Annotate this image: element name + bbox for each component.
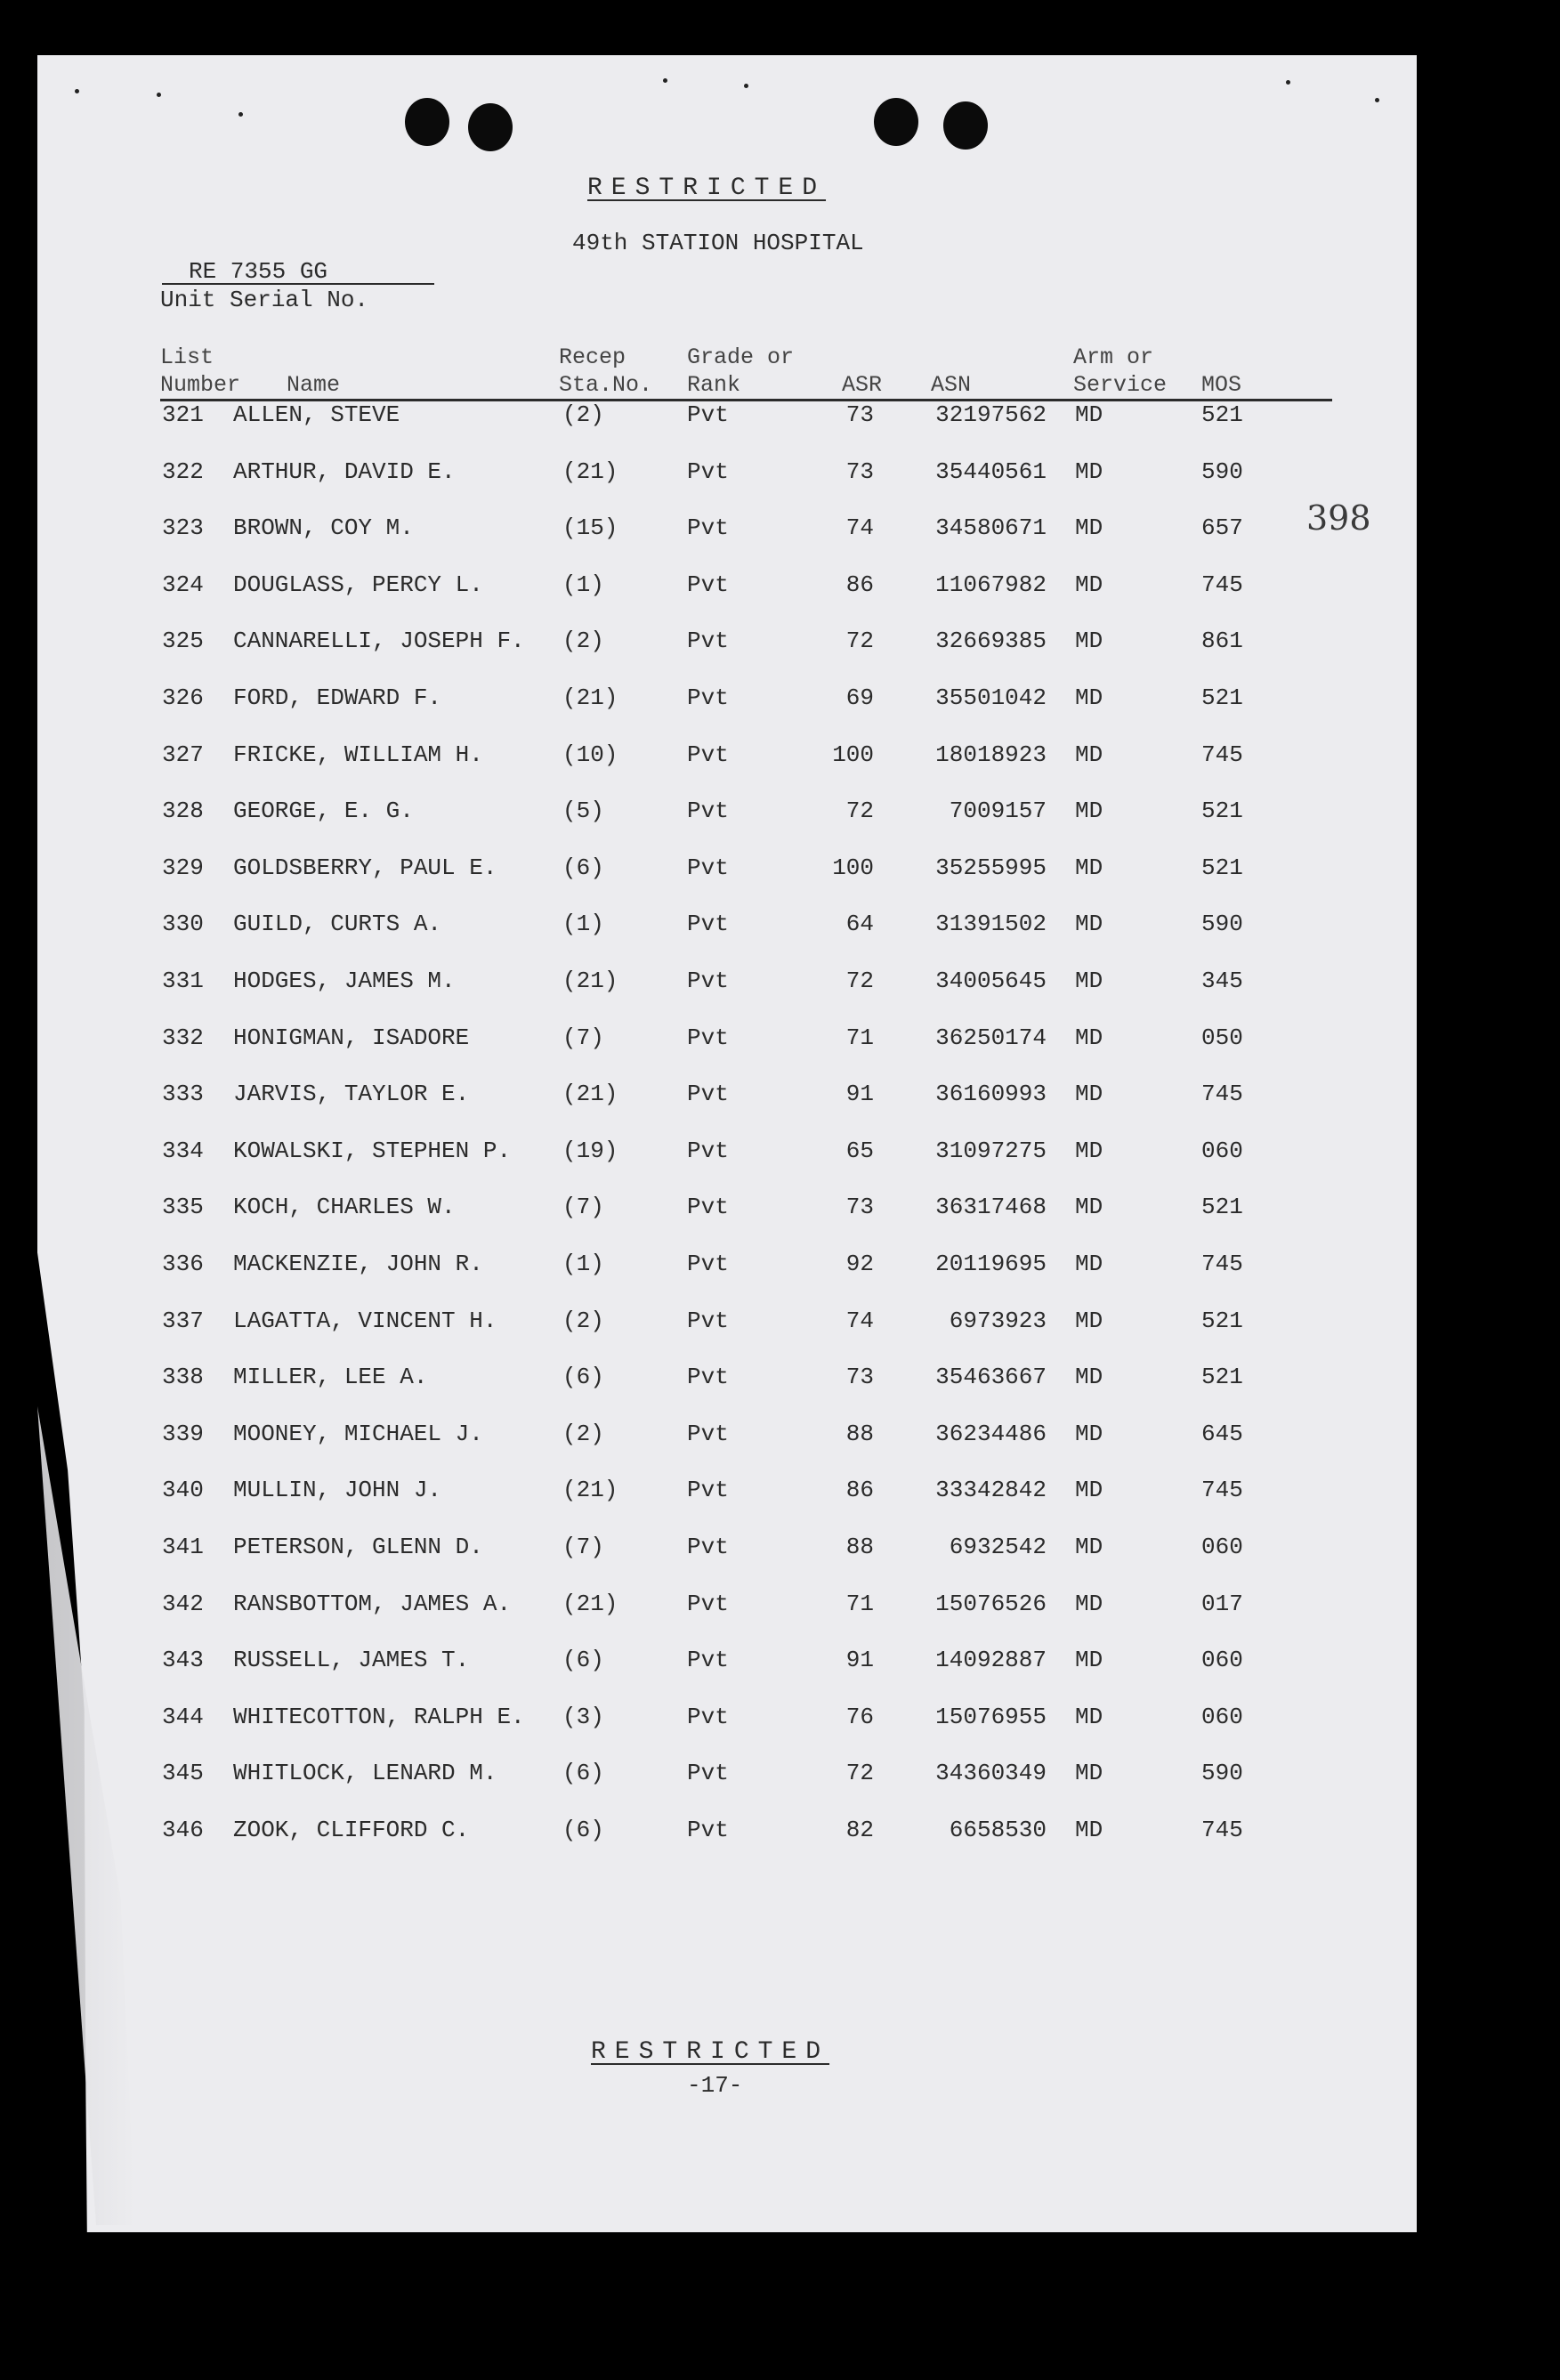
cell-arm: MD (1075, 967, 1103, 994)
cell-asr: 82 (845, 1817, 874, 1843)
cell-recep: (15) (562, 514, 618, 542)
cell-name: GOLDSBERRY, PAUL E. (233, 854, 497, 881)
cell-arm: MD (1075, 627, 1103, 655)
col-head-mos: MOS (1201, 372, 1242, 398)
cell-grade: Pvt (687, 1081, 729, 1108)
col-head-asr: ASR (842, 372, 883, 398)
cell-recep: (7) (562, 1024, 604, 1051)
cell-recep: (21) (562, 684, 618, 711)
cell-asr: 65 (845, 1137, 874, 1164)
cell-mos: 745 (1201, 571, 1243, 598)
cell-arm: MD (1075, 1590, 1103, 1617)
cell-grade: Pvt (687, 911, 729, 938)
speck (744, 84, 748, 88)
cell-asn: 11067982 (935, 571, 1047, 598)
cell-arm: MD (1075, 741, 1103, 768)
cell-name: DOUGLASS, PERCY L. (233, 571, 483, 598)
cell-grade: Pvt (687, 967, 729, 994)
cell-arm: MD (1075, 797, 1103, 825)
cell-asr: 73 (845, 457, 874, 485)
cell-asn: 6932542 (949, 1534, 1047, 1560)
cell-mos: 645 (1201, 1420, 1243, 1447)
cell-mos: 521 (1201, 854, 1243, 881)
cell-num: 332 (162, 1024, 204, 1051)
cell-mos: 345 (1201, 967, 1243, 994)
cell-name: BROWN, COY M. (233, 514, 414, 542)
cell-grade: Pvt (687, 1137, 729, 1164)
cell-asn: 33342842 (935, 1477, 1047, 1504)
cell-recep: (1) (562, 571, 604, 598)
cell-grade: Pvt (687, 514, 729, 542)
stamp-number: 398 (1306, 498, 1371, 538)
cell-grade: Pvt (687, 401, 729, 428)
cell-grade: Pvt (687, 1364, 729, 1391)
cell-asn: 35463667 (935, 1364, 1047, 1391)
cell-recep: (6) (562, 1817, 604, 1843)
cell-recep: (2) (562, 1307, 604, 1334)
cell-name: HONIGMAN, ISADORE (233, 1024, 470, 1051)
cell-recep: (6) (562, 1647, 604, 1674)
speck (157, 93, 161, 97)
speck (1286, 80, 1290, 85)
cell-name: CANNARELLI, JOSEPH F. (233, 627, 525, 655)
cell-name: MOONEY, MICHAEL J. (233, 1420, 483, 1447)
cell-name: MULLIN, JOHN J. (233, 1477, 442, 1504)
cell-recep: (2) (562, 1420, 604, 1447)
cell-num: 333 (162, 1081, 204, 1108)
cell-recep: (6) (562, 854, 604, 881)
cell-asr: 73 (845, 1364, 874, 1391)
col-head-name: Name (287, 372, 341, 398)
cell-recep: (19) (562, 1137, 618, 1164)
cell-recep: (1) (562, 911, 604, 938)
cell-name: ARTHUR, DAVID E. (233, 457, 456, 485)
cell-mos: 050 (1201, 1024, 1243, 1051)
cell-arm: MD (1075, 1364, 1103, 1391)
cell-name: JARVIS, TAYLOR E. (233, 1081, 470, 1108)
cell-num: 330 (162, 911, 204, 938)
cell-grade: Pvt (687, 797, 729, 825)
cell-arm: MD (1075, 1307, 1103, 1334)
speck (75, 89, 79, 93)
unit-serial-label: Unit Serial No. (160, 287, 369, 313)
cell-asr: 71 (845, 1590, 874, 1617)
cell-num: 331 (162, 967, 204, 994)
cell-grade: Pvt (687, 1647, 729, 1674)
cell-asr: 73 (845, 1194, 874, 1221)
cell-arm: MD (1075, 514, 1103, 542)
cell-mos: 017 (1201, 1590, 1243, 1617)
cell-asr: 88 (845, 1534, 874, 1560)
cell-name: MILLER, LEE A. (233, 1364, 428, 1391)
cell-recep: (6) (562, 1760, 604, 1787)
cell-recep: (7) (562, 1194, 604, 1221)
cell-arm: MD (1075, 1024, 1103, 1051)
cell-grade: Pvt (687, 1534, 729, 1560)
cell-grade: Pvt (687, 571, 729, 598)
cell-recep: (3) (562, 1703, 604, 1730)
cell-mos: 745 (1201, 741, 1243, 768)
cell-asn: 15076526 (935, 1590, 1047, 1617)
cell-arm: MD (1075, 1647, 1103, 1674)
cell-recep: (5) (562, 797, 604, 825)
cell-name: RUSSELL, JAMES T. (233, 1647, 470, 1674)
cell-name: PETERSON, GLENN D. (233, 1534, 483, 1560)
cell-mos: 590 (1201, 457, 1243, 485)
cell-mos: 745 (1201, 1251, 1243, 1277)
punch-hole (943, 101, 988, 150)
col-head-arm: Arm or Service (1073, 344, 1168, 398)
cell-name: WHITLOCK, LENARD M. (233, 1760, 497, 1787)
cell-asn: 34005645 (935, 967, 1047, 994)
cell-recep: (21) (562, 1477, 618, 1504)
cell-asn: 35501042 (935, 684, 1047, 711)
cell-arm: MD (1075, 1760, 1103, 1787)
cell-mos: 521 (1201, 401, 1243, 428)
cell-name: FRICKE, WILLIAM H. (233, 741, 483, 768)
cell-arm: MD (1075, 1703, 1103, 1730)
cell-mos: 521 (1201, 684, 1243, 711)
restricted-footer: RESTRICTED (591, 2038, 830, 2066)
cell-mos: 060 (1201, 1137, 1243, 1164)
cell-grade: Pvt (687, 741, 729, 768)
cell-asn: 32669385 (935, 627, 1047, 655)
cell-recep: (7) (562, 1534, 604, 1560)
cell-name: ZOOK, CLIFFORD C. (233, 1817, 470, 1843)
punch-hole (405, 98, 449, 146)
cell-arm: MD (1075, 1137, 1103, 1164)
unit-name: 49th STATION HOSPITAL (572, 230, 864, 256)
cell-asn: 18018923 (935, 741, 1047, 768)
cell-asr: 69 (845, 684, 874, 711)
cell-recep: (21) (562, 967, 618, 994)
speck (238, 112, 243, 117)
page-number: -17- (687, 2072, 743, 2099)
cell-mos: 745 (1201, 1477, 1243, 1504)
cell-mos: 521 (1201, 1194, 1243, 1221)
cell-recep: (21) (562, 1590, 618, 1617)
cell-grade: Pvt (687, 1477, 729, 1504)
cell-asn: 14092887 (935, 1647, 1047, 1674)
cell-name: GUILD, CURTS A. (233, 911, 442, 938)
cell-num: 322 (162, 457, 204, 485)
cell-num: 321 (162, 401, 204, 428)
cell-grade: Pvt (687, 1760, 729, 1787)
cell-num: 327 (162, 741, 204, 768)
cell-grade: Pvt (687, 1251, 729, 1277)
cell-grade: Pvt (687, 1817, 729, 1843)
punch-hole (468, 103, 513, 151)
cell-grade: Pvt (687, 627, 729, 655)
cell-asr: 76 (845, 1703, 874, 1730)
cell-asn: 36317468 (935, 1194, 1047, 1221)
punch-hole (874, 98, 918, 146)
cell-asn: 35440561 (935, 457, 1047, 485)
cell-num: 325 (162, 627, 204, 655)
cell-num: 345 (162, 1760, 204, 1787)
cell-asr: 86 (845, 571, 874, 598)
cell-arm: MD (1075, 401, 1103, 428)
cell-asr: 72 (845, 627, 874, 655)
cell-arm: MD (1075, 1817, 1103, 1843)
cell-num: 328 (162, 797, 204, 825)
cell-arm: MD (1075, 1477, 1103, 1504)
cell-arm: MD (1075, 1251, 1103, 1277)
cell-grade: Pvt (687, 457, 729, 485)
cell-asn: 20119695 (935, 1251, 1047, 1277)
cell-asn: 36160993 (935, 1081, 1047, 1108)
cell-asr: 72 (845, 1760, 874, 1787)
cell-mos: 590 (1201, 1760, 1243, 1787)
cell-asr: 74 (845, 514, 874, 542)
cell-num: 344 (162, 1703, 204, 1730)
cell-grade: Pvt (687, 684, 729, 711)
cell-num: 343 (162, 1647, 204, 1674)
col-head-recep: Recep Sta.No. (559, 344, 653, 398)
cell-asr: 72 (845, 967, 874, 994)
cell-asn: 31097275 (935, 1137, 1047, 1164)
speck (663, 78, 667, 83)
cell-num: 335 (162, 1194, 204, 1221)
cell-recep: (2) (562, 627, 604, 655)
cell-num: 329 (162, 854, 204, 881)
cell-asr: 64 (845, 911, 874, 938)
cell-num: 337 (162, 1307, 204, 1334)
cell-name: RANSBOTTOM, JAMES A. (233, 1590, 512, 1617)
cell-asr: 74 (845, 1307, 874, 1334)
cell-name: ALLEN, STEVE (233, 401, 400, 428)
cell-mos: 521 (1201, 797, 1243, 825)
cell-recep: (21) (562, 457, 618, 485)
speck (1375, 98, 1379, 102)
serial-underline (162, 283, 434, 285)
cell-grade: Pvt (687, 1420, 729, 1447)
cell-asn: 15076955 (935, 1703, 1047, 1730)
cell-asr: 73 (845, 401, 874, 428)
cell-asr: 88 (845, 1420, 874, 1447)
cell-name: MACKENZIE, JOHN R. (233, 1251, 483, 1277)
cell-grade: Pvt (687, 854, 729, 881)
cell-asr: 72 (845, 797, 874, 825)
cell-arm: MD (1075, 571, 1103, 598)
cell-mos: 060 (1201, 1534, 1243, 1560)
cell-asn: 7009157 (949, 797, 1047, 825)
cell-name: LAGATTA, VINCENT H. (233, 1307, 497, 1334)
cell-num: 324 (162, 571, 204, 598)
cell-arm: MD (1075, 1081, 1103, 1108)
cell-asr: 92 (845, 1251, 874, 1277)
cell-num: 339 (162, 1420, 204, 1447)
cell-mos: 590 (1201, 911, 1243, 938)
cell-arm: MD (1075, 1420, 1103, 1447)
cell-mos: 060 (1201, 1703, 1243, 1730)
cell-asn: 34580671 (935, 514, 1047, 542)
cell-name: FORD, EDWARD F. (233, 684, 442, 711)
cell-grade: Pvt (687, 1194, 729, 1221)
cell-num: 341 (162, 1534, 204, 1560)
unit-serial-value: RE 7355 GG (189, 258, 328, 285)
cell-recep: (10) (562, 741, 618, 768)
cell-asn: 36234486 (935, 1420, 1047, 1447)
cell-num: 338 (162, 1364, 204, 1391)
col-head-asn: ASN (931, 372, 972, 398)
cell-num: 342 (162, 1590, 204, 1617)
cell-grade: Pvt (687, 1024, 729, 1051)
cell-asr: 91 (845, 1647, 874, 1674)
cell-asr: 100 (832, 854, 874, 881)
cell-asn: 31391502 (935, 911, 1047, 938)
cell-recep: (1) (562, 1251, 604, 1277)
cell-asr: 86 (845, 1477, 874, 1504)
cell-name: HODGES, JAMES M. (233, 967, 456, 994)
cell-name: KOCH, CHARLES W. (233, 1194, 456, 1221)
cell-asn: 34360349 (935, 1760, 1047, 1787)
cell-recep: (2) (562, 401, 604, 428)
cell-asr: 71 (845, 1024, 874, 1051)
cell-num: 323 (162, 514, 204, 542)
cell-grade: Pvt (687, 1307, 729, 1334)
cell-num: 346 (162, 1817, 204, 1843)
cell-grade: Pvt (687, 1703, 729, 1730)
cell-num: 326 (162, 684, 204, 711)
cell-mos: 745 (1201, 1081, 1243, 1108)
cell-asn: 6973923 (949, 1307, 1047, 1334)
cell-num: 340 (162, 1477, 204, 1504)
cell-asn: 35255995 (935, 854, 1047, 881)
cell-mos: 060 (1201, 1647, 1243, 1674)
cell-mos: 657 (1201, 514, 1243, 542)
cell-asn: 36250174 (935, 1024, 1047, 1051)
cell-asn: 32197562 (935, 401, 1047, 428)
cell-mos: 521 (1201, 1364, 1243, 1391)
cell-arm: MD (1075, 854, 1103, 881)
cell-arm: MD (1075, 457, 1103, 485)
cell-name: WHITECOTTON, RALPH E. (233, 1703, 525, 1730)
cell-asn: 6658530 (949, 1817, 1047, 1843)
restricted-heading: RESTRICTED (587, 174, 827, 202)
cell-asr: 100 (832, 741, 874, 768)
cell-arm: MD (1075, 1194, 1103, 1221)
col-head-grade: Grade or Rank (687, 344, 795, 398)
cell-name: KOWALSKI, STEPHEN P. (233, 1137, 512, 1164)
cell-mos: 521 (1201, 1307, 1243, 1334)
cell-asr: 91 (845, 1081, 874, 1108)
col-head-list-number: List Number (160, 344, 241, 398)
cell-num: 334 (162, 1137, 204, 1164)
cell-num: 336 (162, 1251, 204, 1277)
cell-grade: Pvt (687, 1590, 729, 1617)
cell-arm: MD (1075, 684, 1103, 711)
cell-mos: 861 (1201, 627, 1243, 655)
cell-arm: MD (1075, 911, 1103, 938)
cell-mos: 745 (1201, 1817, 1243, 1843)
cell-recep: (6) (562, 1364, 604, 1391)
cell-arm: MD (1075, 1534, 1103, 1560)
cell-name: GEORGE, E. G. (233, 797, 414, 825)
cell-recep: (21) (562, 1081, 618, 1108)
